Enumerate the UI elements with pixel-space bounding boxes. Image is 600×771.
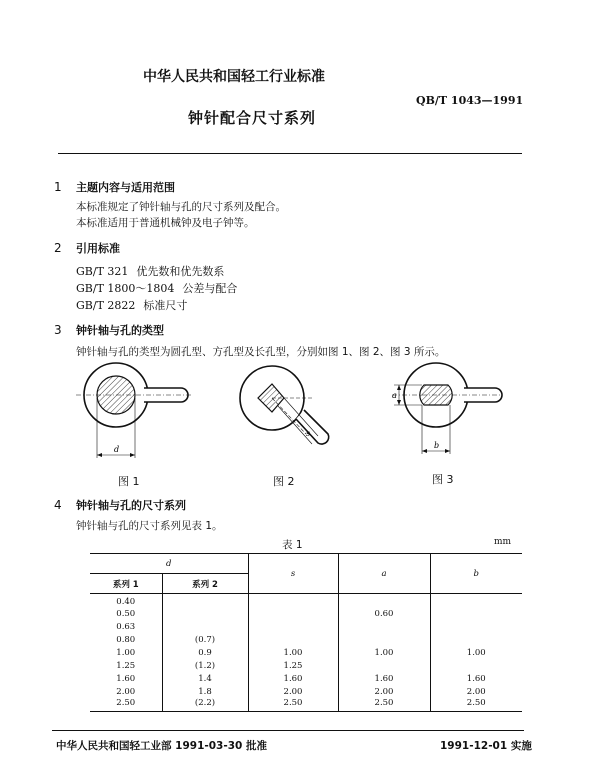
table-cell: 1.60: [248, 672, 338, 685]
table-cell: 2.50: [430, 698, 522, 712]
table-cell: [430, 659, 522, 672]
section-2-heading: 2 引用标准: [54, 241, 120, 255]
table-cell: 1.25: [116, 660, 136, 671]
table-cell: 1.8: [162, 685, 248, 698]
document-title: 钟针配合尺寸系列: [188, 109, 317, 127]
table-cell: 2.00: [248, 685, 338, 698]
footer-rule: [52, 730, 524, 731]
table-cell: [248, 620, 338, 633]
table-cell: [430, 620, 522, 633]
table-cell: [430, 633, 522, 646]
table-cell: (1.2): [162, 659, 248, 672]
table-cell: (2.2): [162, 698, 248, 712]
column-header-a: a: [338, 554, 430, 594]
table-row: [90, 594, 522, 608]
section-3-para: 钟针轴与孔的类型为圆孔型、方孔型及长孔型，分别如图 1、图 2、图 3 所示。: [76, 346, 446, 358]
table-cell: [338, 659, 430, 672]
table-unit: mm: [494, 537, 512, 547]
figure-3-caption: 图 3: [432, 473, 454, 486]
table-cell: 1.00: [338, 646, 430, 659]
table-cell: [430, 594, 522, 608]
figure-1-round-hole-diagram: [76, 362, 216, 472]
table-cell: [248, 607, 338, 620]
table-cell: 1.60: [338, 672, 430, 685]
table-cell: [338, 594, 430, 608]
reference-item: GB/T 1800～1804 公差与配合: [76, 282, 238, 295]
figure-3-dim-a-label: a: [392, 391, 397, 400]
table-row: [90, 633, 522, 646]
column-header-b: b: [430, 554, 522, 594]
implementation-date: 1991-12-01 实施: [440, 740, 532, 752]
header-rule: [58, 153, 522, 154]
table-row: [90, 685, 522, 698]
table-cell: 0.40: [116, 597, 136, 607]
table-cell: [338, 633, 430, 646]
table-cell: 1.60: [430, 672, 522, 685]
section-4-heading: 4 钟针轴与孔的尺寸系列: [54, 498, 186, 512]
table-cell: 0.63: [116, 621, 136, 632]
figure-2-caption: 图 2: [273, 475, 295, 488]
table-cell: 2.00: [338, 685, 430, 698]
table-cell: (0.7): [162, 633, 248, 646]
table-cell: [430, 607, 522, 620]
table-cell: [248, 594, 338, 608]
table-cell: 1.60: [116, 673, 136, 684]
section-1-para-1: 本标准规定了钟针轴与孔的尺寸系列及配合。: [76, 201, 286, 213]
column-group-d: d: [90, 554, 248, 574]
figure-3-dim-b-label: b: [434, 441, 440, 450]
table-cell: 2.00: [430, 685, 522, 698]
section-1-heading: 1 主题内容与适用范围: [54, 180, 175, 194]
table-cell: 2.50: [248, 698, 338, 712]
table-cell: [248, 633, 338, 646]
section-4-para: 钟针轴与孔的尺寸系列见表 1。: [76, 520, 223, 532]
table-cell: 0.50: [116, 608, 136, 619]
table-cell: [162, 594, 248, 608]
figure-2-dim-label: s: [306, 429, 311, 438]
table-row: [90, 607, 522, 620]
table-row: [90, 646, 522, 659]
column-header-series-2: 系列 2: [162, 574, 248, 594]
table-cell: 0.60: [338, 607, 430, 620]
approval-note: 中华人民共和国轻工业部 1991-03-30 批准: [56, 740, 267, 752]
table-cell: [162, 607, 248, 620]
table-cell: 1.00: [248, 646, 338, 659]
table-caption: 表 1: [282, 539, 303, 551]
reference-item: GB/T 2822 标准尺寸: [76, 299, 188, 312]
table-row: [90, 659, 522, 672]
section-1-para-2: 本标准适用于普通机械钟及电子钟等。: [76, 217, 255, 229]
table-cell: 0.9: [162, 646, 248, 659]
table-cell: 1.00: [116, 647, 136, 658]
table-cell: [338, 620, 430, 633]
table-cell: 1.4: [162, 672, 248, 685]
table-cell: 0.80: [116, 634, 136, 645]
reference-item: GB/T 321 优先数和优先数系: [76, 265, 225, 278]
table-row: [90, 620, 522, 633]
table-cell: 2.50: [116, 698, 136, 708]
table-cell: 1.25: [248, 659, 338, 672]
column-header-series-1: 系列 1: [90, 574, 162, 594]
section-3-heading: 3 钟针轴与孔的类型: [54, 323, 164, 337]
table-cell: [162, 620, 248, 633]
figure-1-caption: 图 1: [118, 475, 140, 488]
table-cell: 2.00: [116, 686, 136, 697]
table-cell: 1.00: [430, 646, 522, 659]
issuing-body: 中华人民共和国轻工行业标准: [143, 69, 325, 85]
table-cell: 2.50: [338, 698, 430, 712]
figure-3-long-hole-diagram: [392, 362, 512, 472]
column-header-s: s: [248, 554, 338, 594]
table-row: [90, 698, 522, 712]
size-series-table: [90, 553, 522, 712]
table-row: [90, 672, 522, 685]
figure-2-square-hole-diagram: [236, 362, 346, 472]
figure-1-dim-label: d: [114, 445, 120, 454]
standard-code: QB/T 1043—1991: [416, 94, 524, 107]
